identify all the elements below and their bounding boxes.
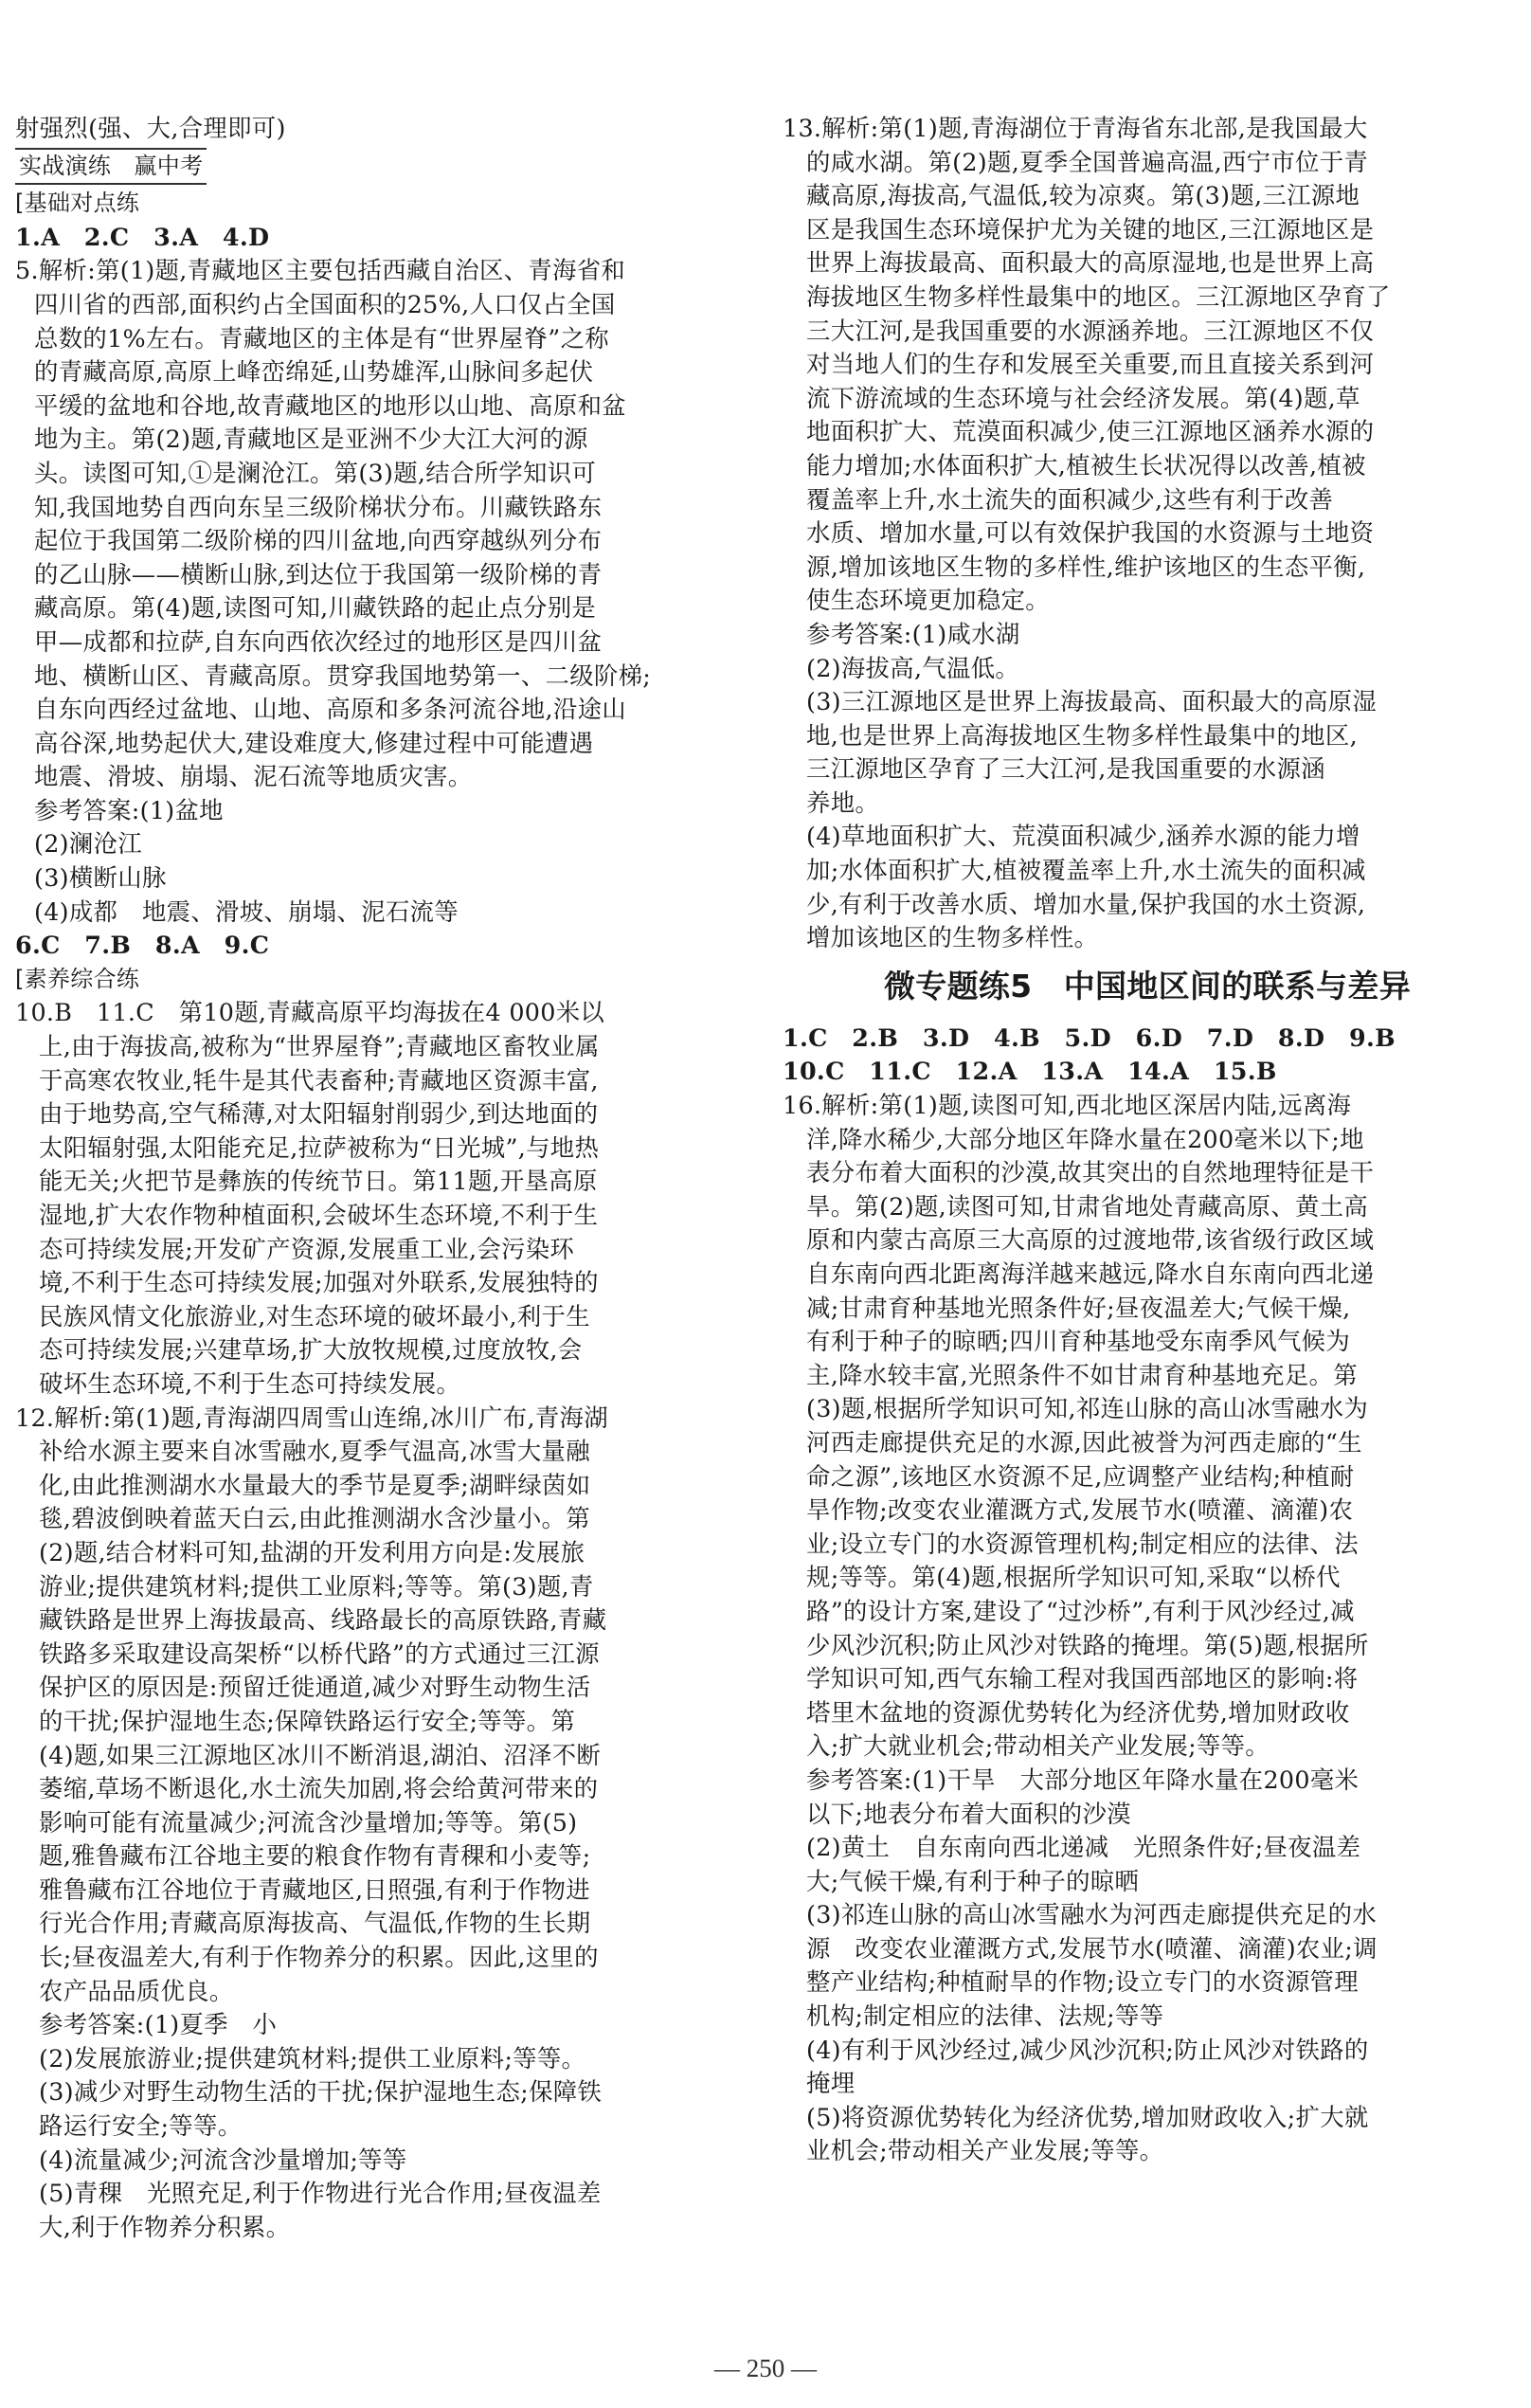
text-line: 加;水体面积扩大,植被覆盖率上升,水土流失的面积减 — [806, 856, 1366, 885]
text-line: 铁路多采取建设高架桥“以桥代路”的方式通过三江源 — [39, 1639, 600, 1668]
text-line: 入;扩大就业机会;带动相关产业发展;等等。 — [806, 1731, 1270, 1761]
text-line: 能无关;火把节是彝族的传统节日。第11题,开垦高原 — [39, 1167, 598, 1196]
text-line: (3)题,根据所学知识可知,祁连山脉的高山冰雪融水为 — [806, 1394, 1369, 1423]
text-line: (3)横断山脉 — [34, 863, 167, 893]
text-line: 洋,降水稀少,大部分地区年降水量在200毫米以下;地 — [806, 1124, 1364, 1153]
text-line: 命之源”,该地区水资源不足,应调整产业结构;种植耐 — [806, 1461, 1355, 1491]
text-line: 境,不利于生态可持续发展;加强对外联系,发展独特的 — [39, 1268, 599, 1297]
text-line: 对当地人们的生存和发展至关重要,而且直接关系到河 — [806, 350, 1375, 379]
text-line: 上,由于海拔高,被称为“世界屋脊”;青藏地区畜牧业属 — [39, 1032, 600, 1061]
text-line: 总数的1%左右。青藏地区的主体是有“世界屋脊”之称 — [34, 323, 609, 353]
text-line: (3)减少对野生动物生活的干扰;保护湿地生态;保障铁 — [39, 2077, 603, 2107]
text-line: 规;等等。第(4)题,根据所学知识可知,采取“以桥代 — [806, 1563, 1341, 1592]
text-line: 游业;提供建筑材料;提供工业原料;等等。第(3)题,青 — [39, 1571, 594, 1601]
text-line: 业机会;带动相关产业发展;等等。 — [806, 2136, 1164, 2165]
text-line: 机构;制定相应的法律、法规;等等 — [806, 2001, 1164, 2031]
text-line: 萎缩,草场不断退化,水土流失加剧,将会给黄河带来的 — [39, 1774, 599, 1803]
text-line: 农产品品质优良。 — [39, 1976, 234, 2005]
text-line: 10.C 11.C 12.A 13.A 14.A 15.B — [783, 1057, 1277, 1086]
text-line: 的青藏高原,高原上峰峦绵延,山势雄浑,山脉间多起伏 — [34, 357, 594, 387]
text-line: 毯,碧波倒映着蓝天白云,由此推测湖水含沙量小。第 — [39, 1504, 590, 1533]
text-line: 覆盖率上升,水土流失的面积减少,这些有利于改善 — [806, 484, 1334, 514]
text-line: 题,雅鲁藏布江谷地主要的粮食作物有青稞和小麦等; — [39, 1841, 591, 1871]
text-line: (4)草地面积扩大、荒漠面积减少,涵养水源的能力增 — [806, 822, 1360, 851]
text-line: 12.解析:第(1)题,青海湖四周雪山连绵,冰川广布,青海湖 — [15, 1403, 608, 1432]
text-line: 长;昼夜温差大,有利于作物养分的积累。因此,这里的 — [39, 1943, 599, 1972]
text-line: 使生态环境更加稳定。 — [806, 586, 1050, 615]
zone-title: 微专题练5 中国地区间的联系与差异 — [883, 967, 1412, 1005]
text-line: 平缓的盆地和谷地,故青藏地区的地形以山地、高原和盆 — [34, 390, 626, 420]
text-line: 旱。第(2)题,读图可知,甘肃省地处青藏高原、黄土高 — [806, 1191, 1369, 1221]
text-line: 少,有利于改善水质、增加水量,保护我国的水土资源, — [806, 889, 1366, 918]
text-line: 整产业结构;种植耐旱的作物;设立专门的水资源管理 — [806, 1967, 1359, 1997]
text-line: 知,我国地势自西向东呈三级阶梯状分布。川藏铁路东 — [34, 492, 603, 521]
text-line: 民族风情文化旅游业,对生态环境的破坏最小,利于生 — [39, 1301, 590, 1331]
right-column — [783, 112, 1512, 2168]
text-line: 射强烈(强、大,合理即可) — [15, 114, 286, 142]
text-line: 源,增加该地区生物的多样性,维护该地区的生态平衡, — [806, 552, 1366, 581]
text-line: 13.解析:第(1)题,青海湖位于青海省东北部,是我国最大 — [783, 114, 1368, 142]
text-line: 河西走廊提供充足的水源,因此被誉为河西走廊的“生 — [806, 1427, 1362, 1457]
text-line: 甲—成都和拉萨,自东向西依次经过的地形区是四川盆 — [34, 626, 603, 656]
text-line: 塔里木盆地的资源优势转化为经济优势,增加财政收 — [806, 1697, 1350, 1727]
text-line: 雅鲁藏布江谷地位于青藏地区,日照强,有利于作物进 — [39, 1874, 590, 1904]
text-line: 藏高原,海拔高,气温低,较为凉爽。第(3)题,三江源地 — [806, 181, 1360, 210]
section-heading: 实战演练 赢中考 — [15, 148, 207, 186]
text-line: 主,降水较丰富,光照条件不如甘肃育种基地充足。第 — [806, 1360, 1358, 1389]
text-line: 10.B 11.C 第10题,青藏高原平均海拔在4 000米以 — [15, 998, 605, 1027]
text-line: 于高寒农牧业,牦牛是其代表畜种;青藏地区资源丰富, — [39, 1065, 599, 1095]
text-line: 6.C 7.B 8.A 9.C — [15, 931, 270, 960]
text-line: 海拔地区生物多样性最集中的地区。三江源地区孕育了 — [806, 281, 1391, 311]
text-line: (4)成都 地震、滑坡、崩塌、泥石流等 — [34, 896, 459, 926]
text-line: 16.解析:第(1)题,读图可知,西北地区深居内陆,远离海 — [783, 1091, 1352, 1120]
left-column — [15, 112, 726, 2244]
text-line: 藏高原。第(4)题,读图可知,川藏铁路的起止点分别是 — [34, 593, 597, 623]
text-line: 大,利于作物养分积累。 — [39, 2212, 291, 2241]
text-line: 湿地,扩大农作物种植面积,会破坏生态环境,不利于生 — [39, 1201, 599, 1229]
text-line: 源 改变农业灌溉方式,发展节水(喷灌、滴灌)农业;调 — [806, 1933, 1378, 1963]
text-line: 高谷深,地势起伏大,建设难度大,修建过程中可能遭遇 — [34, 728, 594, 757]
text-line: 的乙山脉——横断山脉,到达位于我国第一级阶梯的青 — [34, 559, 603, 588]
text-line: 掩埋 — [806, 2069, 856, 2098]
text-line: (2)黄土 自东南向西北递减 光照条件好;昼夜温差 — [806, 1833, 1361, 1862]
text-line: 补给水源主要来自冰雪融水,夏季气温高,冰雪大量融 — [39, 1437, 590, 1466]
answer-line: 参考答案:(1)盆地 — [34, 795, 224, 824]
text-line: 地、横断山区、青藏高原。贯穿我国地势第一、二级阶梯; — [34, 661, 652, 690]
text-line: (4)流量减少;河流含沙量增加;等等 — [39, 2145, 407, 2174]
text-line: 世界上海拔最高、面积最大的高原湿地,也是世界上高 — [806, 248, 1375, 278]
text-line: 流下游流域的生态环境与社会经济发展。第(4)题,草 — [806, 383, 1360, 412]
text-line: 原和内蒙古高原三大高原的过渡地带,该省级行政区域 — [806, 1225, 1375, 1255]
text-line: 旱作物;改变农业灌溉方式,发展节水(喷灌、滴灌)农 — [806, 1495, 1354, 1525]
text-line: 路运行安全;等等。 — [39, 2111, 243, 2141]
text-line: 有利于种子的晾晒;四川育种基地受东南季风气候为 — [806, 1327, 1351, 1356]
answer-line: 参考答案:(1)夏季 小 — [39, 2010, 278, 2039]
text-line: 头。读图可知,①是澜沧江。第(3)题,结合所学知识可 — [34, 458, 597, 487]
text-line: 行光合作用;青藏高原海拔高、气温低,作物的生长期 — [39, 1909, 591, 1938]
text-line: (2)澜沧江 — [34, 829, 142, 859]
text-line: 养地。 — [806, 788, 880, 817]
text-line: 的咸水湖。第(2)题,夏季全国普遍高温,西宁市位于青 — [806, 147, 1369, 176]
page-number: — 250 — — [714, 2354, 817, 2382]
text-line: (3)祁连山脉的高山冰雪融水为河西走廊提供充足的水 — [806, 1900, 1378, 1929]
text-line: 三大江河,是我国重要的水源涵养地。三江源地区不仅 — [806, 316, 1375, 345]
text-line: (2)题,结合材料可知,盐湖的开发利用方向是:发展旅 — [39, 1537, 585, 1566]
text-line: 由于地势高,空气稀薄,对太阳辐射削弱少,到达地面的 — [39, 1099, 599, 1129]
answer-line: 参考答案:(1)咸水湖 — [806, 619, 1020, 648]
text-line: 路”的设计方案,建设了“过沙桥”,有利于风沙经过,减 — [806, 1596, 1355, 1625]
text-line: 藏铁路是世界上海拔最高、线路最长的高原铁路,青藏 — [39, 1605, 607, 1635]
text-line: 水质、增加水量,可以有效保护我国的水资源与土地资 — [806, 518, 1375, 548]
text-line: 四川省的西部,面积约占全国面积的25%,人口仅占全国 — [34, 289, 616, 318]
text-line: 增加该地区的生物多样性。 — [806, 923, 1099, 952]
text-line: (5)青稞 光照充足,利于作物进行光合作用;昼夜温差 — [39, 2179, 602, 2208]
text-line: 学知识可知,西气东输工程对我国西部地区的影响:将 — [806, 1664, 1359, 1693]
text-line: 态可持续发展;开发矿产资源,发展重工业,会污染环 — [39, 1234, 575, 1263]
text-line: 起位于我国第二级阶梯的四川盆地,向西穿越纵列分布 — [34, 526, 603, 555]
text-line: 影响可能有流量减少;河流含沙量增加;等等。第(5) — [39, 1807, 578, 1837]
section-bracket-heading: [ 基础对点练 — [15, 187, 726, 221]
text-line: 化,由此推测湖水水量最大的季节是夏季;湖畔绿茵如 — [39, 1470, 591, 1499]
text-line: 业;设立专门的水资源管理机构;制定相应的法律、法 — [806, 1529, 1359, 1558]
text-line: (3)三江源地区是世界上海拔最高、面积最大的高原湿 — [806, 687, 1378, 716]
text-line: 破坏生态环境,不利于生态可持续发展。 — [39, 1368, 461, 1398]
text-line: (2)发展旅游业;提供建筑材料;提供工业原料;等等。 — [39, 2043, 586, 2073]
text-line: 1.C 2.B 3.D 4.B 5.D 6.D 7.D 8.D 9.B — [783, 1023, 1396, 1052]
text-line: 太阳辐射强,太阳能充足,拉萨被称为“日光城”,与地热 — [39, 1132, 600, 1162]
text-line: 大;气候干燥,有利于种子的晾晒 — [806, 1866, 1140, 1895]
answer-line: 参考答案:(1)干旱 大部分地区年降水量在200毫米 — [806, 1765, 1360, 1794]
text-line: (5)将资源优势转化为经济优势,增加财政收入;扩大就 — [806, 2102, 1369, 2131]
text-line: 自东南向西北距离海洋越来越远,降水自东南向西北递 — [806, 1259, 1375, 1288]
text-line: (4)有利于风沙经过,减少风沙沉积;防止风沙对铁路的 — [806, 2035, 1369, 2064]
text-line: 自东向西经过盆地、山地、高原和多条河流谷地,沿途山 — [34, 695, 626, 724]
section-bracket-heading: [ 素养综合练 — [15, 963, 726, 997]
text-line: 地,也是世界上高海拔地区生物多样性最集中的地区, — [806, 720, 1358, 750]
text-line: 保护区的原因是:预留迁徙通道,减少对野生动物生活 — [39, 1673, 591, 1702]
text-line: 地为主。第(2)题,青藏地区是亚洲不少大江大河的源 — [34, 425, 588, 454]
text-line: 地面积扩大、荒漠面积减少,使三江源地区涵养水源的 — [806, 417, 1375, 446]
text-line: 表分布着大面积的沙漠,故其突出的自然地理特征是干 — [806, 1158, 1375, 1187]
text-line: (4)题,如果三江源地区冰川不断消退,湖泊、沼泽不断 — [39, 1740, 602, 1769]
text-line: 减;甘肃育种基地光照条件好;昼夜温差大;气候干燥, — [806, 1293, 1351, 1322]
text-line: 少风沙沉积;防止风沙对铁路的掩埋。第(5)题,根据所 — [806, 1630, 1369, 1659]
text-line: 的干扰;保护湿地生态;保障铁路运行安全;等等。第 — [39, 1706, 576, 1735]
text-line: 1.A 2.C 3.A 4.D — [15, 222, 270, 251]
text-line: 地震、滑坡、崩塌、泥石流等地质灾害。 — [34, 762, 473, 791]
text-line: 三江源地区孕育了三大江河,是我国重要的水源涵 — [806, 754, 1325, 784]
text-line: 以下;地表分布着大面积的沙漠 — [806, 1799, 1131, 1828]
text-line: 5.解析:第(1)题,青藏地区主要包括西藏自治区、青海省和 — [15, 256, 626, 285]
text-line: 区是我国生态环境保护尤为关键的地区,三江源地区是 — [806, 214, 1375, 244]
text-line: 态可持续发展;兴建草场,扩大放牧规模,过度放牧,会 — [39, 1335, 583, 1365]
text-line: 能力增加;水体面积扩大,植被生长状况得以改善,植被 — [806, 450, 1366, 480]
text-line: (2)海拔高,气温低。 — [806, 653, 1020, 682]
